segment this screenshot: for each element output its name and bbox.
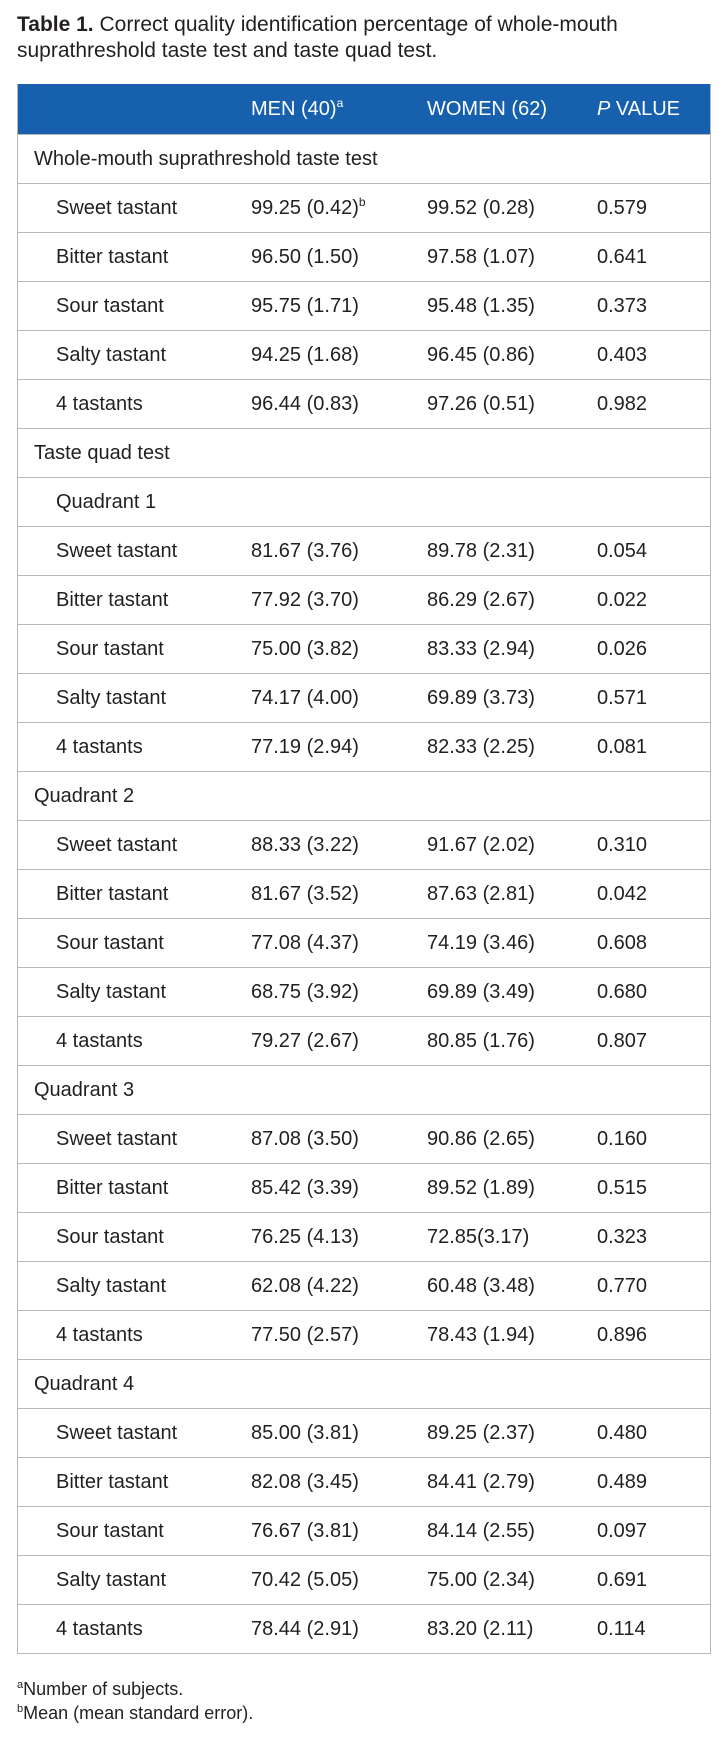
row-label: Sour tastant (56, 931, 164, 954)
table-row (18, 526, 710, 575)
men-value: 94.25 (1.68) (251, 343, 359, 366)
p-value: 0.323 (597, 1225, 648, 1248)
p-value: 0.160 (597, 1127, 648, 1150)
men-value: 77.92 (3.70) (251, 588, 359, 611)
men-value: 96.44 (0.83) (251, 392, 359, 415)
men-value-cell (251, 736, 427, 759)
section-header-row (18, 428, 710, 477)
row-label: Salty tastant (56, 686, 167, 709)
table-row (18, 330, 710, 379)
men-value: 75.00 (3.82) (251, 637, 359, 660)
table-row (18, 1310, 710, 1359)
p-value: 0.608 (597, 931, 648, 954)
women-value: 99.52 (0.28) (427, 196, 535, 219)
women-value: 89.52 (1.89) (427, 1176, 535, 1199)
row-label: Salty tastant (56, 980, 167, 1003)
men-value-cell (251, 883, 427, 906)
header-men-footnote-mark: a (336, 95, 344, 110)
row-label: Bitter tastant (56, 1176, 169, 1199)
men-value: 95.75 (1.71) (251, 294, 359, 317)
p-value: 0.489 (597, 1470, 648, 1493)
footnote-b-mark: b (17, 1703, 24, 1715)
subsection-header-row (18, 477, 710, 526)
p-value: 0.571 (597, 686, 648, 709)
men-value-cell (251, 1275, 427, 1298)
row-label: Sweet tastant (56, 196, 178, 219)
table-row (18, 183, 710, 232)
men-value: 76.67 (3.81) (251, 1519, 359, 1542)
row-label: Taste quad test (34, 441, 170, 464)
men-value-footnote-mark: b (358, 194, 366, 209)
header-men-label: MEN (40) (251, 97, 337, 120)
table-row (18, 967, 710, 1016)
row-label: Sour tastant (56, 294, 164, 317)
p-value: 0.579 (597, 196, 648, 219)
header-women: WOMEN (62) (427, 97, 547, 120)
men-value-cell (251, 1226, 427, 1249)
p-value: 0.097 (597, 1519, 648, 1542)
men-value: 81.67 (3.76) (251, 539, 359, 562)
table-row (18, 1457, 710, 1506)
row-label: Salty tastant (56, 343, 167, 366)
p-value: 0.480 (597, 1421, 648, 1444)
row-label: Quadrant 1 (56, 490, 157, 513)
table-header-row (18, 84, 710, 134)
footnote-b (17, 1701, 707, 1725)
table-row (18, 673, 710, 722)
p-value: 0.807 (597, 1029, 648, 1052)
p-value: 0.373 (597, 294, 648, 317)
footnote-a (17, 1677, 707, 1701)
table-row (18, 1016, 710, 1065)
footnote-a-mark: a (17, 1679, 24, 1691)
p-value: 0.515 (597, 1176, 648, 1199)
row-label: Bitter tastant (56, 588, 169, 611)
women-value: 90.86 (2.65) (427, 1127, 535, 1150)
women-value: 86.29 (2.67) (427, 588, 535, 611)
p-value: 0.054 (597, 539, 648, 562)
women-value: 84.14 (2.55) (427, 1519, 535, 1542)
table-row (18, 820, 710, 869)
women-value: 97.26 (0.51) (427, 392, 535, 415)
men-value: 99.25 (0.42) (251, 196, 359, 219)
men-value-cell (251, 1618, 427, 1641)
p-value: 0.114 (597, 1617, 646, 1640)
men-value: 79.27 (2.67) (251, 1029, 359, 1052)
row-label: Sweet tastant (56, 539, 178, 562)
women-value: 74.19 (3.46) (427, 931, 535, 954)
men-value-cell (251, 687, 427, 710)
men-value: 74.17 (4.00) (251, 686, 359, 709)
section-header-row (18, 1065, 710, 1114)
women-value: 72.85(3.17) (427, 1225, 530, 1248)
women-value: 89.78 (2.31) (427, 539, 535, 562)
men-value: 82.08 (3.45) (251, 1470, 359, 1493)
row-label: Salty tastant (56, 1274, 167, 1297)
table-body (18, 134, 710, 1653)
results-table (17, 84, 711, 1654)
row-label: Sour tastant (56, 637, 164, 660)
table-caption-text: Correct quality identification percentage of whole-mouth suprathreshold taste test and taste quad test. (17, 13, 618, 62)
row-label: Quadrant 4 (34, 1372, 135, 1395)
men-value: 77.08 (4.37) (251, 931, 359, 954)
men-value-cell (251, 834, 427, 857)
men-value: 77.19 (2.94) (251, 735, 359, 758)
women-value: 75.00 (2.34) (427, 1568, 535, 1591)
row-label: Bitter tastant (56, 245, 169, 268)
table-row (18, 379, 710, 428)
men-value: 88.33 (3.22) (251, 833, 359, 856)
women-value: 78.43 (1.94) (427, 1323, 535, 1346)
p-value: 0.403 (597, 343, 648, 366)
footnote-a-text: Number of subjects. (23, 1679, 184, 1699)
table-row (18, 232, 710, 281)
row-label: Quadrant 3 (34, 1078, 135, 1101)
header-men (251, 95, 427, 121)
row-label: Sour tastant (56, 1225, 164, 1248)
header-p-rest: VALUE (610, 97, 681, 120)
women-value: 69.89 (3.73) (427, 686, 535, 709)
table-row (18, 1212, 710, 1261)
table-row (18, 918, 710, 967)
row-label: 4 tastants (56, 1323, 143, 1346)
table-caption-label: Table 1. (17, 13, 94, 36)
table-row (18, 1163, 710, 1212)
table-row (18, 281, 710, 330)
women-value: 95.48 (1.35) (427, 294, 535, 317)
men-value-cell (251, 540, 427, 563)
p-value: 0.022 (597, 588, 648, 611)
women-value: 83.20 (2.11) (427, 1617, 534, 1640)
women-value: 96.45 (0.86) (427, 343, 535, 366)
row-label: 4 tastants (56, 1617, 143, 1640)
header-p-value (597, 98, 710, 121)
row-label: Sour tastant (56, 1519, 164, 1542)
p-value: 0.026 (597, 637, 648, 660)
row-label: Bitter tastant (56, 1470, 169, 1493)
p-value: 0.770 (597, 1274, 648, 1297)
section-header-row (18, 134, 710, 183)
men-value: 85.00 (3.81) (251, 1421, 359, 1444)
men-value-cell (251, 1030, 427, 1053)
p-value: 0.310 (597, 833, 648, 856)
row-label: Sweet tastant (56, 833, 178, 856)
women-value: 84.41 (2.79) (427, 1470, 535, 1493)
table-row (18, 1261, 710, 1310)
row-label: 4 tastants (56, 1029, 143, 1052)
row-label: Bitter tastant (56, 882, 169, 905)
p-value: 0.691 (597, 1568, 648, 1591)
men-value-cell (251, 981, 427, 1004)
women-value: 97.58 (1.07) (427, 245, 535, 268)
men-value-cell (251, 194, 427, 220)
men-value: 76.25 (4.13) (251, 1225, 359, 1248)
women-value: 69.89 (3.49) (427, 980, 535, 1003)
table-caption (17, 12, 707, 64)
men-value-cell (251, 1569, 427, 1592)
men-value: 68.75 (3.92) (251, 980, 359, 1003)
p-value: 0.042 (597, 882, 648, 905)
women-value: 91.67 (2.02) (427, 833, 535, 856)
men-value-cell (251, 1324, 427, 1347)
row-label: 4 tastants (56, 392, 143, 415)
men-value-cell (251, 1177, 427, 1200)
header-p-italic: P (597, 97, 611, 120)
men-value: 85.42 (3.39) (251, 1176, 359, 1199)
women-value: 87.63 (2.81) (427, 882, 535, 905)
row-label: Sweet tastant (56, 1127, 178, 1150)
men-value-cell (251, 1422, 427, 1445)
men-value-cell (251, 638, 427, 661)
men-value: 87.08 (3.50) (251, 1127, 359, 1150)
women-value: 89.25 (2.37) (427, 1421, 535, 1444)
women-value: 83.33 (2.94) (427, 637, 535, 660)
table-row (18, 1555, 710, 1604)
men-value-cell (251, 344, 427, 367)
women-value: 60.48 (3.48) (427, 1274, 535, 1297)
table-row (18, 1604, 710, 1653)
men-value: 78.44 (2.91) (251, 1617, 359, 1640)
table-row (18, 1506, 710, 1555)
footnote-b-text: Mean (mean standard error). (23, 1703, 254, 1723)
table-row (18, 1408, 710, 1457)
women-value: 82.33 (2.25) (427, 735, 535, 758)
men-value-cell (251, 1471, 427, 1494)
p-value: 0.896 (597, 1323, 648, 1346)
row-label: Salty tastant (56, 1568, 167, 1591)
women-value: 80.85 (1.76) (427, 1029, 535, 1052)
row-label: Quadrant 2 (34, 784, 135, 807)
men-value: 96.50 (1.50) (251, 245, 359, 268)
section-header-row (18, 771, 710, 820)
men-value: 81.67 (3.52) (251, 882, 359, 905)
table-row (18, 722, 710, 771)
men-value-cell (251, 589, 427, 612)
p-value: 0.680 (597, 980, 648, 1003)
table-row (18, 575, 710, 624)
men-value-cell (251, 932, 427, 955)
men-value: 70.42 (5.05) (251, 1568, 359, 1591)
men-value-cell (251, 295, 427, 318)
men-value-cell (251, 246, 427, 269)
men-value: 62.08 (4.22) (251, 1274, 359, 1297)
section-header-row (18, 1359, 710, 1408)
row-label: Whole-mouth suprathreshold taste test (34, 147, 378, 170)
table-row (18, 1114, 710, 1163)
table-row (18, 624, 710, 673)
row-label: 4 tastants (56, 735, 143, 758)
men-value-cell (251, 393, 427, 416)
p-value: 0.982 (597, 392, 648, 415)
p-value: 0.081 (597, 735, 648, 758)
men-value: 77.50 (2.57) (251, 1323, 359, 1346)
men-value-cell (251, 1128, 427, 1151)
men-value-cell (251, 1520, 427, 1543)
p-value: 0.641 (597, 245, 648, 268)
row-label: Sweet tastant (56, 1421, 178, 1444)
table-row (18, 869, 710, 918)
table-footnotes (17, 1677, 707, 1725)
